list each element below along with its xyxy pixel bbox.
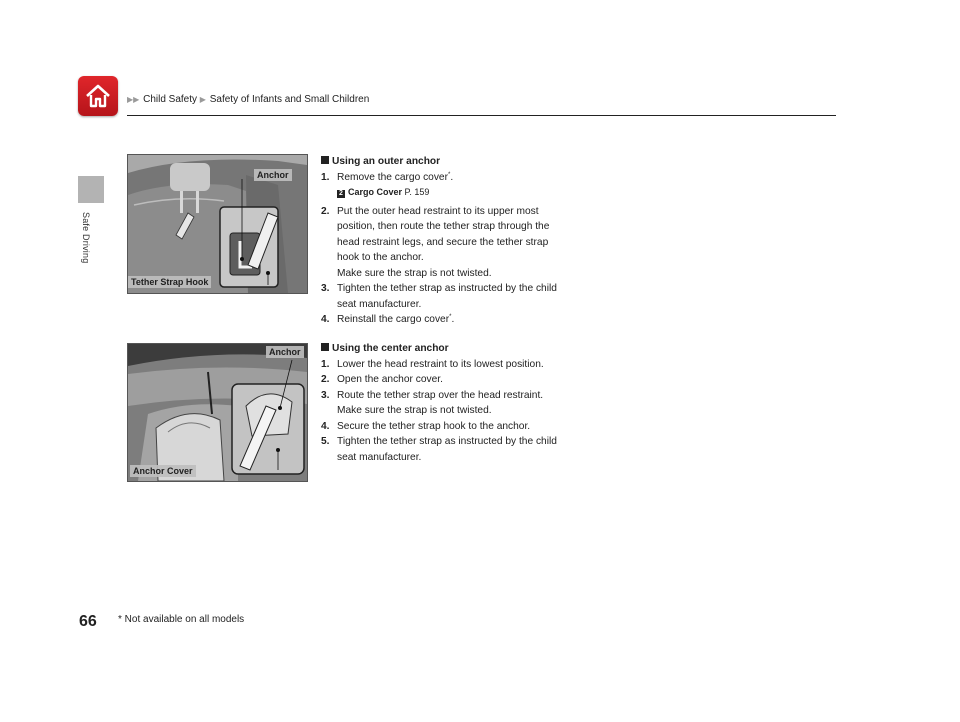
outer-step-3: 3. Tighten the tether strap as instructed by the child seat manufacturer.: [321, 283, 557, 310]
breadcrumb-item-safety-infants[interactable]: Safety of Infants and Small Children: [209, 94, 370, 105]
center-anchor-drawing: [128, 344, 307, 481]
outer-anchor-heading: Using an outer anchor: [321, 154, 571, 170]
center-step-3: 3. Route the tether strap over the head restraint. Make sure the strap is not twisted.: [321, 389, 544, 416]
outer-step-2: 2. Put the outer head restraint to its upper most position, then route the tether strap through the head restraint legs, and secure the tether strap hook to the anchor. Make sure the strap is not twisted.: [321, 205, 550, 279]
center-step-5: 5. Tighten the tether strap as instructed by the child seat manufacturer.: [321, 436, 557, 463]
center-anchor-heading: Using the center anchor: [321, 341, 571, 357]
outer-anchor-illustration: [127, 154, 308, 294]
section-tab-label[interactable]: Safe Driving: [81, 212, 91, 264]
section-tab-marker: [78, 176, 104, 203]
breadcrumb-arrow-icon: ▶▶: [127, 95, 140, 104]
center-step-4: 4. Secure the tether strap hook to the anchor.: [321, 420, 531, 432]
center-step-2: 2. Open the anchor cover.: [321, 374, 443, 385]
center-anchor-section: [321, 341, 571, 465]
outer-step-1: 1. Remove the cargo cover*.: [321, 171, 454, 183]
cargo-cover-xref[interactable]: 2 Cargo Cover P. 159: [321, 185, 571, 201]
center-step-1: 1. Lower the head restraint to its lowest position.: [321, 358, 544, 370]
outer-anchor-section: [321, 154, 571, 328]
section-square-icon: [321, 156, 329, 164]
outer-step-4: 4. Reinstall the cargo cover*.: [321, 314, 455, 325]
breadcrumb: [127, 94, 369, 105]
breadcrumb-item-child-safety[interactable]: Child Safety: [143, 94, 198, 105]
home-icon: [84, 82, 112, 110]
anchor-label: Anchor: [254, 169, 292, 181]
home-button[interactable]: [78, 76, 118, 116]
footnote: * Not available on all models: [118, 614, 245, 625]
page-number: 66: [79, 613, 97, 630]
header-rule: [127, 115, 836, 116]
breadcrumb-arrow-icon: ▶: [199, 95, 206, 104]
anchor-cover-label: Anchor Cover: [130, 465, 196, 477]
tether-strap-hook-label: Tether Strap Hook: [128, 276, 211, 288]
center-anchor-illustration: [127, 343, 308, 482]
section-square-icon: [321, 343, 329, 351]
xref-arrow-icon: 2: [337, 190, 345, 198]
anchor-label: Anchor: [266, 346, 304, 358]
